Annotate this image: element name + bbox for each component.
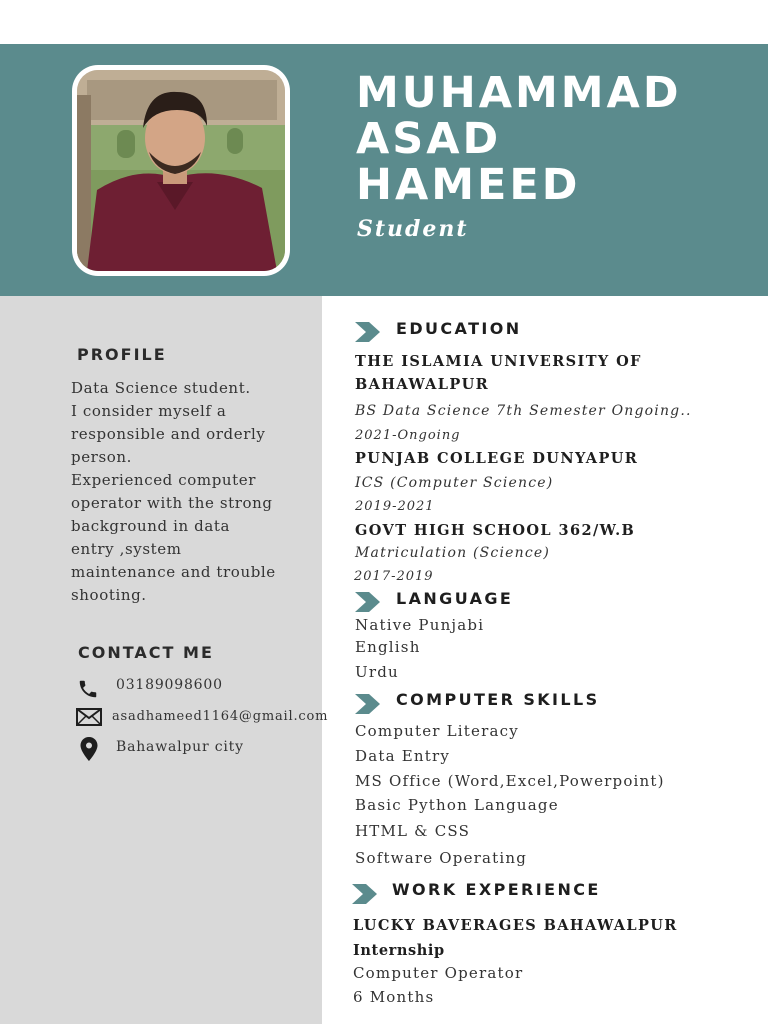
degree-text: ICS (Computer Science) — [355, 475, 554, 491]
location-text: Bahawalpur city — [116, 739, 244, 755]
phone-number: 03189098600 — [116, 677, 223, 693]
mail-icon — [76, 708, 100, 732]
skill-item: MS Office (Word,Excel,Powerpoint) — [355, 772, 665, 790]
location-pin-icon — [79, 737, 103, 761]
name-line-3: HAMEED — [356, 160, 581, 210]
profile-line: entry ,system — [71, 540, 182, 558]
email-address: asadhameed1164@gmail.com — [112, 709, 329, 724]
phone-icon — [77, 678, 101, 702]
degree-text: Matriculation (Science) — [355, 545, 551, 561]
chevron-right-icon — [352, 884, 378, 904]
chevron-right-icon — [355, 322, 381, 342]
profile-line: maintenance and trouble — [71, 563, 276, 581]
profile-line: Data Science student. — [71, 379, 251, 397]
language-heading: LANGUAGE — [396, 589, 514, 608]
education-years: 2019-2021 — [355, 499, 435, 514]
profile-line: responsible and orderly — [71, 425, 266, 443]
education-years: 2017-2019 — [354, 569, 434, 584]
degree-text: BS Data Science 7th Semester Ongoing.. — [355, 403, 692, 419]
name-line-2: ASAD — [356, 114, 502, 164]
company-name: LUCKY BAVERAGES BAHAWALPUR — [353, 917, 678, 934]
profile-line: Experienced computer — [71, 471, 257, 489]
profile-line: shooting. — [71, 586, 147, 604]
language-item: Urdu — [355, 663, 399, 681]
work-type: Internship — [353, 942, 445, 959]
profile-photo-frame — [72, 65, 290, 276]
skill-item: Basic Python Language — [355, 796, 559, 814]
chevron-right-icon — [355, 694, 381, 714]
chevron-right-icon — [355, 592, 381, 612]
language-item: Native Punjabi — [355, 616, 485, 634]
profile-line: I consider myself a — [71, 402, 227, 420]
profile-line: person. — [71, 448, 133, 466]
institution-name: PUNJAB COLLEGE DUNYAPUR — [355, 450, 639, 467]
profile-heading: PROFILE — [77, 345, 167, 364]
work-duration: 6 Months — [353, 988, 435, 1006]
contact-heading: CONTACT ME — [78, 643, 214, 662]
skill-item: Computer Literacy — [355, 722, 519, 740]
job-title: Student — [357, 216, 469, 242]
profile-line: background in data — [71, 517, 231, 535]
institution-name: GOVT HIGH SCHOOL 362/W.B — [355, 522, 636, 539]
work-experience-heading: WORK EXPERIENCE — [392, 880, 601, 899]
language-item: English — [355, 638, 421, 656]
education-years: 2021-Ongoing — [355, 428, 461, 443]
name-line-1: MUHAMMAD — [356, 68, 682, 118]
education-heading: EDUCATION — [396, 319, 522, 338]
skill-item: Data Entry — [355, 747, 450, 765]
computer-skills-heading: COMPUTER SKILLS — [396, 690, 600, 709]
profile-photo — [77, 70, 285, 271]
skill-item: Software Operating — [355, 849, 528, 867]
institution-name: BAHAWALPUR — [355, 376, 490, 393]
profile-line: operator with the strong — [71, 494, 273, 512]
institution-name: THE ISLAMIA UNIVERSITY OF — [355, 353, 642, 370]
skill-item: HTML & CSS — [355, 822, 471, 840]
work-role: Computer Operator — [353, 964, 524, 982]
